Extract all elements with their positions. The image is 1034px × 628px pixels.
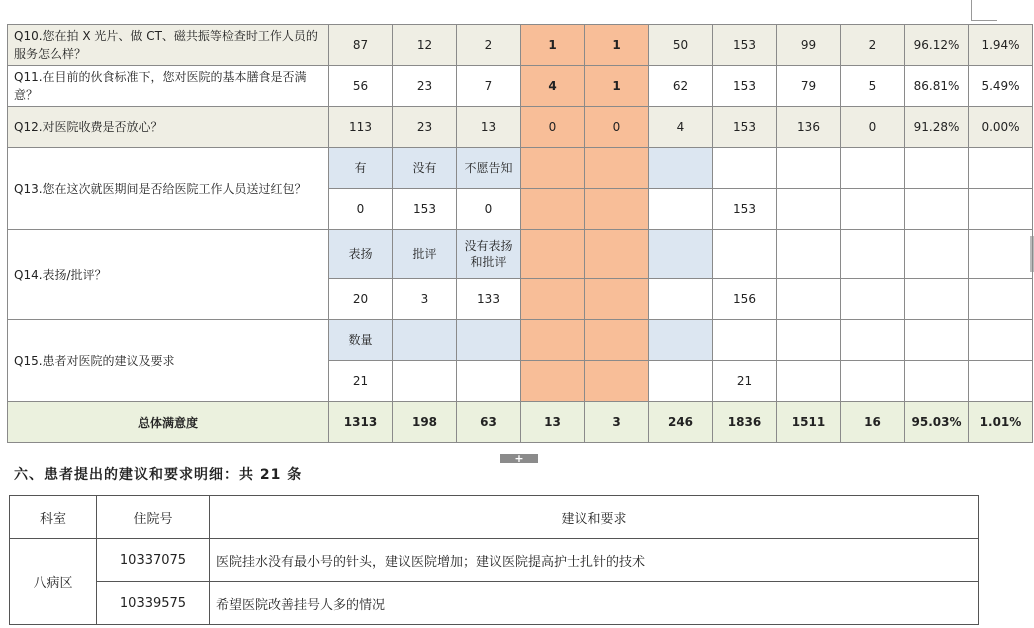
page-corner-mark: [971, 20, 997, 21]
total-cell: 198: [393, 402, 457, 443]
value-cell: 2: [841, 25, 905, 66]
table-row: [8, 148, 1033, 189]
value-cell: 23: [393, 66, 457, 107]
empty-cell: [585, 279, 649, 320]
value-cell: 0: [521, 107, 585, 148]
empty-cell: [649, 230, 713, 279]
empty-cell: [457, 320, 521, 361]
suggestion-cell: 医院挂水没有最小号的针头，建议医院增加；建议医院提高护士扎针的技术: [210, 539, 979, 582]
table-header-row: [10, 496, 979, 539]
empty-cell: [969, 189, 1033, 230]
total-cell: 3: [585, 402, 649, 443]
empty-cell: [649, 279, 713, 320]
satisfaction-table: [7, 24, 1033, 443]
option-header-cell: 没有表扬和批评: [457, 230, 521, 279]
value-cell: 133: [457, 279, 521, 320]
value-cell: 136: [777, 107, 841, 148]
value-cell: 0: [585, 107, 649, 148]
empty-cell: [841, 148, 905, 189]
empty-cell: [905, 320, 969, 361]
value-cell: 21: [713, 361, 777, 402]
value-cell: 0.00%: [969, 107, 1033, 148]
table-row: [8, 320, 1033, 361]
value-cell: 20: [329, 279, 393, 320]
empty-cell: [841, 230, 905, 279]
option-header-cell: 没有: [393, 148, 457, 189]
empty-cell: [521, 189, 585, 230]
value-cell: 87: [329, 25, 393, 66]
empty-cell: [393, 361, 457, 402]
total-cell: 1.01%: [969, 402, 1033, 443]
total-row: [8, 402, 1033, 443]
total-cell: 1511: [777, 402, 841, 443]
question-cell: Q13.您在这次就医期间是否给医院工作人员送过红包？: [8, 148, 329, 230]
option-header-cell: 不愿告知: [457, 148, 521, 189]
add-row-button[interactable]: +: [500, 454, 538, 463]
value-cell: 4: [649, 107, 713, 148]
table-row: [8, 230, 1033, 279]
value-cell: 153: [713, 189, 777, 230]
empty-cell: [585, 320, 649, 361]
empty-cell: [649, 189, 713, 230]
value-cell: 156: [713, 279, 777, 320]
value-cell: 50: [649, 25, 713, 66]
question-cell: Q12.对医院收费是否放心？: [8, 107, 329, 148]
empty-cell: [457, 361, 521, 402]
empty-cell: [905, 279, 969, 320]
option-header-cell: 数量: [329, 320, 393, 361]
empty-cell: [713, 320, 777, 361]
empty-cell: [585, 361, 649, 402]
value-cell: 91.28%: [905, 107, 969, 148]
option-header-cell: 批评: [393, 230, 457, 279]
empty-cell: [777, 189, 841, 230]
empty-cell: [521, 320, 585, 361]
value-cell: 13: [457, 107, 521, 148]
empty-cell: [969, 279, 1033, 320]
value-cell: 0: [329, 189, 393, 230]
empty-cell: [841, 279, 905, 320]
admission-id-cell: 10337075: [97, 539, 210, 582]
question-cell: Q15.患者对医院的建议及要求: [8, 320, 329, 402]
value-cell: 153: [713, 66, 777, 107]
empty-cell: [905, 361, 969, 402]
question-cell: Q14.表扬/批评？: [8, 230, 329, 320]
option-header-cell: 有: [329, 148, 393, 189]
page-corner-mark: [971, 0, 972, 20]
empty-cell: [969, 320, 1033, 361]
empty-cell: [969, 361, 1033, 402]
total-cell: 1313: [329, 402, 393, 443]
table-row: [10, 539, 979, 582]
value-cell: 62: [649, 66, 713, 107]
empty-cell: [777, 230, 841, 279]
empty-cell: [393, 320, 457, 361]
empty-cell: [649, 148, 713, 189]
value-cell: 21: [329, 361, 393, 402]
empty-cell: [521, 148, 585, 189]
empty-cell: [521, 279, 585, 320]
value-cell: 4: [521, 66, 585, 107]
total-cell: 95.03%: [905, 402, 969, 443]
value-cell: 5: [841, 66, 905, 107]
suggestions-table: [9, 495, 979, 625]
admission-id-cell: 10339575: [97, 582, 210, 625]
empty-cell: [969, 230, 1033, 279]
value-cell: 153: [713, 107, 777, 148]
empty-cell: [585, 189, 649, 230]
value-cell: 1: [585, 25, 649, 66]
value-cell: 1: [585, 66, 649, 107]
question-cell: Q10.您在拍 X 光片、做 CT、磁共振等检查时工作人员的服务怎么样？: [8, 25, 329, 66]
empty-cell: [649, 361, 713, 402]
value-cell: 2: [457, 25, 521, 66]
empty-cell: [649, 320, 713, 361]
value-cell: 1.94%: [969, 25, 1033, 66]
total-cell: 13: [521, 402, 585, 443]
empty-cell: [841, 189, 905, 230]
value-cell: 99: [777, 25, 841, 66]
total-cell: 16: [841, 402, 905, 443]
column-header: 住院号: [97, 496, 210, 539]
value-cell: 153: [713, 25, 777, 66]
table-row: [8, 107, 1033, 148]
option-header-cell: 表扬: [329, 230, 393, 279]
value-cell: 1: [521, 25, 585, 66]
suggestion-cell: 希望医院改善挂号人多的情况: [210, 582, 979, 625]
column-header: 科室: [10, 496, 97, 539]
value-cell: 3: [393, 279, 457, 320]
value-cell: 5.49%: [969, 66, 1033, 107]
empty-cell: [905, 230, 969, 279]
empty-cell: [777, 320, 841, 361]
value-cell: 0: [457, 189, 521, 230]
empty-cell: [585, 230, 649, 279]
column-header: 建议和要求: [210, 496, 979, 539]
empty-cell: [713, 148, 777, 189]
empty-cell: [521, 230, 585, 279]
value-cell: 12: [393, 25, 457, 66]
value-cell: 96.12%: [905, 25, 969, 66]
total-cell: 1836: [713, 402, 777, 443]
table-row: [8, 66, 1033, 107]
empty-cell: [841, 320, 905, 361]
value-cell: 0: [841, 107, 905, 148]
department-cell: 八病区: [10, 539, 97, 625]
empty-cell: [777, 361, 841, 402]
section-title: 六、患者提出的建议和要求明细：共 21 条: [14, 467, 303, 483]
empty-cell: [905, 148, 969, 189]
value-cell: 113: [329, 107, 393, 148]
empty-cell: [521, 361, 585, 402]
value-cell: 23: [393, 107, 457, 148]
empty-cell: [585, 148, 649, 189]
value-cell: 7: [457, 66, 521, 107]
empty-cell: [777, 148, 841, 189]
value-cell: 56: [329, 66, 393, 107]
table-row: [10, 582, 979, 625]
total-label: 总体满意度: [8, 402, 329, 443]
empty-cell: [969, 148, 1033, 189]
empty-cell: [713, 230, 777, 279]
table-row: [8, 25, 1033, 66]
value-cell: 153: [393, 189, 457, 230]
empty-cell: [777, 279, 841, 320]
value-cell: 86.81%: [905, 66, 969, 107]
total-cell: 63: [457, 402, 521, 443]
empty-cell: [905, 189, 969, 230]
question-cell: Q11.在目前的伙食标准下，您对医院的基本膳食是否满意？: [8, 66, 329, 107]
empty-cell: [841, 361, 905, 402]
value-cell: 79: [777, 66, 841, 107]
total-cell: 246: [649, 402, 713, 443]
